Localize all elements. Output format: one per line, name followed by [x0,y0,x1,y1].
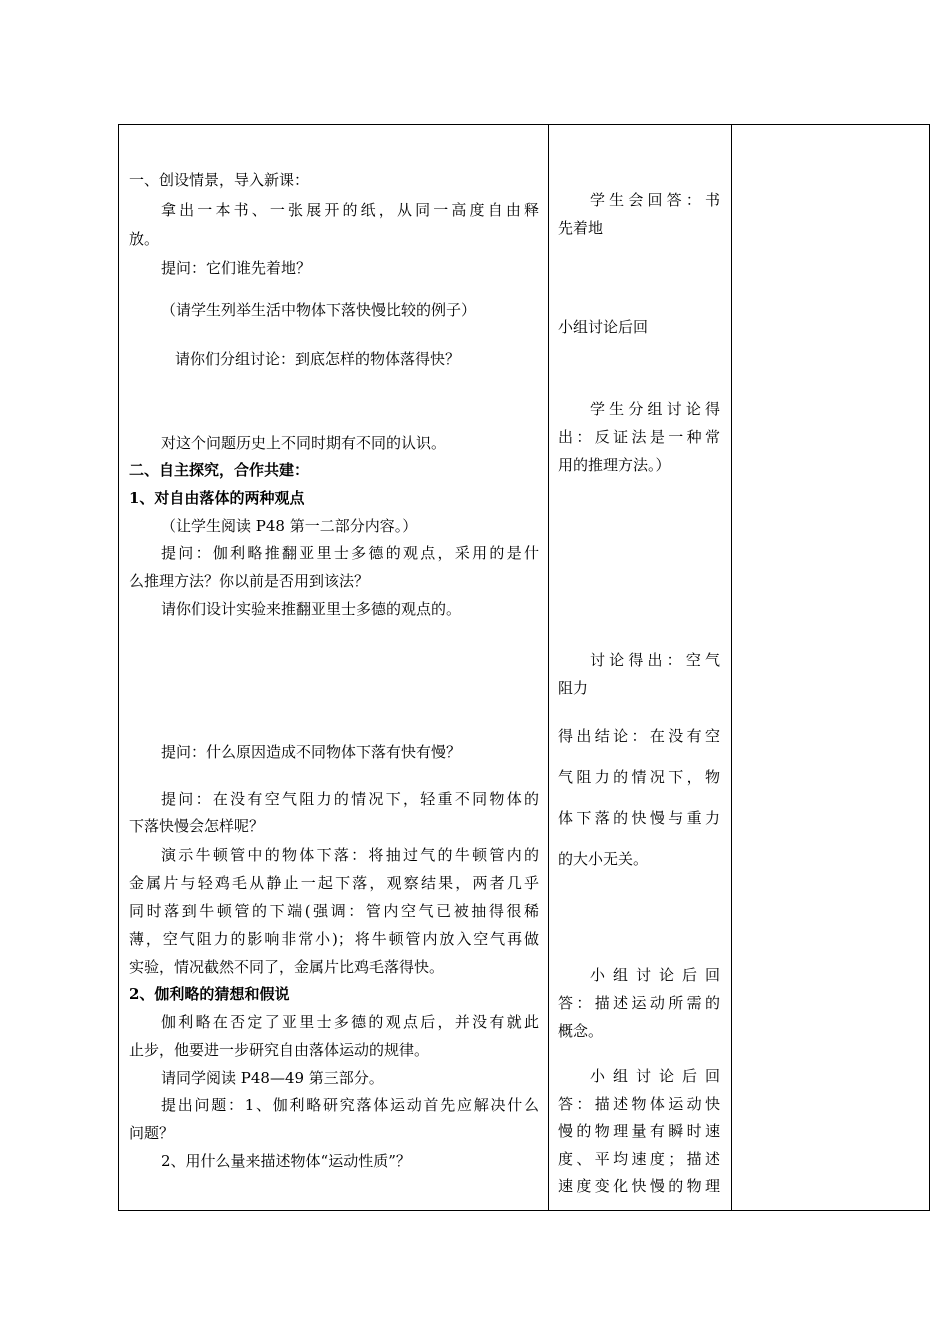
paragraph-line: 实验，情况截然不同了，金属片比鸡毛落得快。 [129,958,445,976]
student-answer-line: 阻力 [558,679,589,697]
question-text: 提问：它们谁先着地？ [161,259,312,277]
question-text: 么推理方法？你以前是否用到该法？ [129,572,370,590]
student-answer-line: 答：描述物体运动快 [558,1095,720,1113]
paragraph-line: 放。 [129,230,160,248]
paragraph-line: 同时落到牛顿管的下端(强调：管内空气已被抽得很稀 [129,902,539,920]
student-answer-line: 速度变化快慢的物理 [558,1177,720,1195]
student-answer-line: 先着地 [558,219,604,237]
question-text: 提问：伽利略推翻亚里士多德的观点，采用的是什 [161,544,539,562]
student-answer-line: 答：描述运动所需的 [558,994,720,1012]
student-answer-line: 概念。 [558,1022,604,1040]
paragraph-line: 请同学阅读 P48—49 第三部分。 [161,1069,384,1087]
conclusion-line: 体下落的快慢与重力 [558,809,720,827]
paragraph-line: 拿出一本书、一张展开的纸，从同一高度自由释 [161,201,539,219]
question-text: 2、用什么量来描述物体“运动性质”？ [161,1152,411,1170]
paragraph-line: 演示牛顿管中的物体下落：将抽过气的牛顿管内的 [161,846,539,864]
question-text: 问题？ [129,1124,175,1142]
subsection-heading: 1、对自由落体的两种观点 [129,489,305,507]
student-answer-line: 小组讨论后回 [590,966,720,984]
conclusion-line: 的大小无关。 [558,850,649,868]
question-text: 提问：在没有空气阻力的情况下，轻重不同物体的 [161,790,539,808]
subsection-heading: 2、伽利略的猜想和假说 [129,985,290,1003]
question-text: 提问：什么原因造成不同物体下落有快有慢？ [161,743,462,761]
student-answer-line: 用的推理方法。） [558,456,671,474]
discussion-prompt: 请你们分组讨论：到底怎样的物体落得快？ [175,350,461,368]
column-divider [548,125,549,1210]
student-answer-line: 度、平均速度；描述 [558,1150,720,1168]
paragraph-line: 金属片与轻鸡毛从静止一起下落，观察结果，两者几乎 [129,874,539,892]
question-text: 提出问题：1、伽利略研究落体运动首先应解决什么 [161,1096,539,1114]
paragraph-line: 请你们设计实验来推翻亚里士多德的观点的。 [161,600,462,618]
student-answer-line: 出：反证法是一种常 [558,428,720,446]
section-heading: 二、自主探究，合作共建： [129,461,310,479]
column-divider [731,125,732,1210]
paragraph-line: 对这个问题历史上不同时期有不同的认识。 [161,434,447,452]
student-answer-line: 小组讨论后回 [558,318,649,336]
paragraph-line: 止步，他要进一步研究自由落体运动的规律。 [129,1041,430,1059]
paragraph-line: 伽利略在否定了亚里士多德的观点后，并没有就此 [161,1013,539,1031]
student-answer-line: 讨论得出：空气 [590,651,720,669]
paragraph-line: 薄，空气阻力的影响非常小)；将牛顿管内放入空气再做 [129,930,539,948]
student-answer-line: 学生会回答：书 [590,191,720,209]
conclusion-line: 气阻力的情况下，物 [558,768,720,786]
section-heading: 一、创设情景，导入新课： [129,171,310,189]
conclusion-line: 得出结论：在没有空 [558,727,720,745]
question-text: 下落快慢会怎样呢？ [129,817,265,835]
student-answer-line: 学生分组讨论得 [590,400,720,418]
note-text: （请学生列举生活中物体下落快慢比较的例子） [161,301,477,319]
note-text: （让学生阅读 P48 第一二部分内容。） [161,517,418,535]
student-answer-line: 小组讨论后回 [590,1067,720,1085]
student-answer-line: 慢的物理量有瞬时速 [558,1122,720,1140]
